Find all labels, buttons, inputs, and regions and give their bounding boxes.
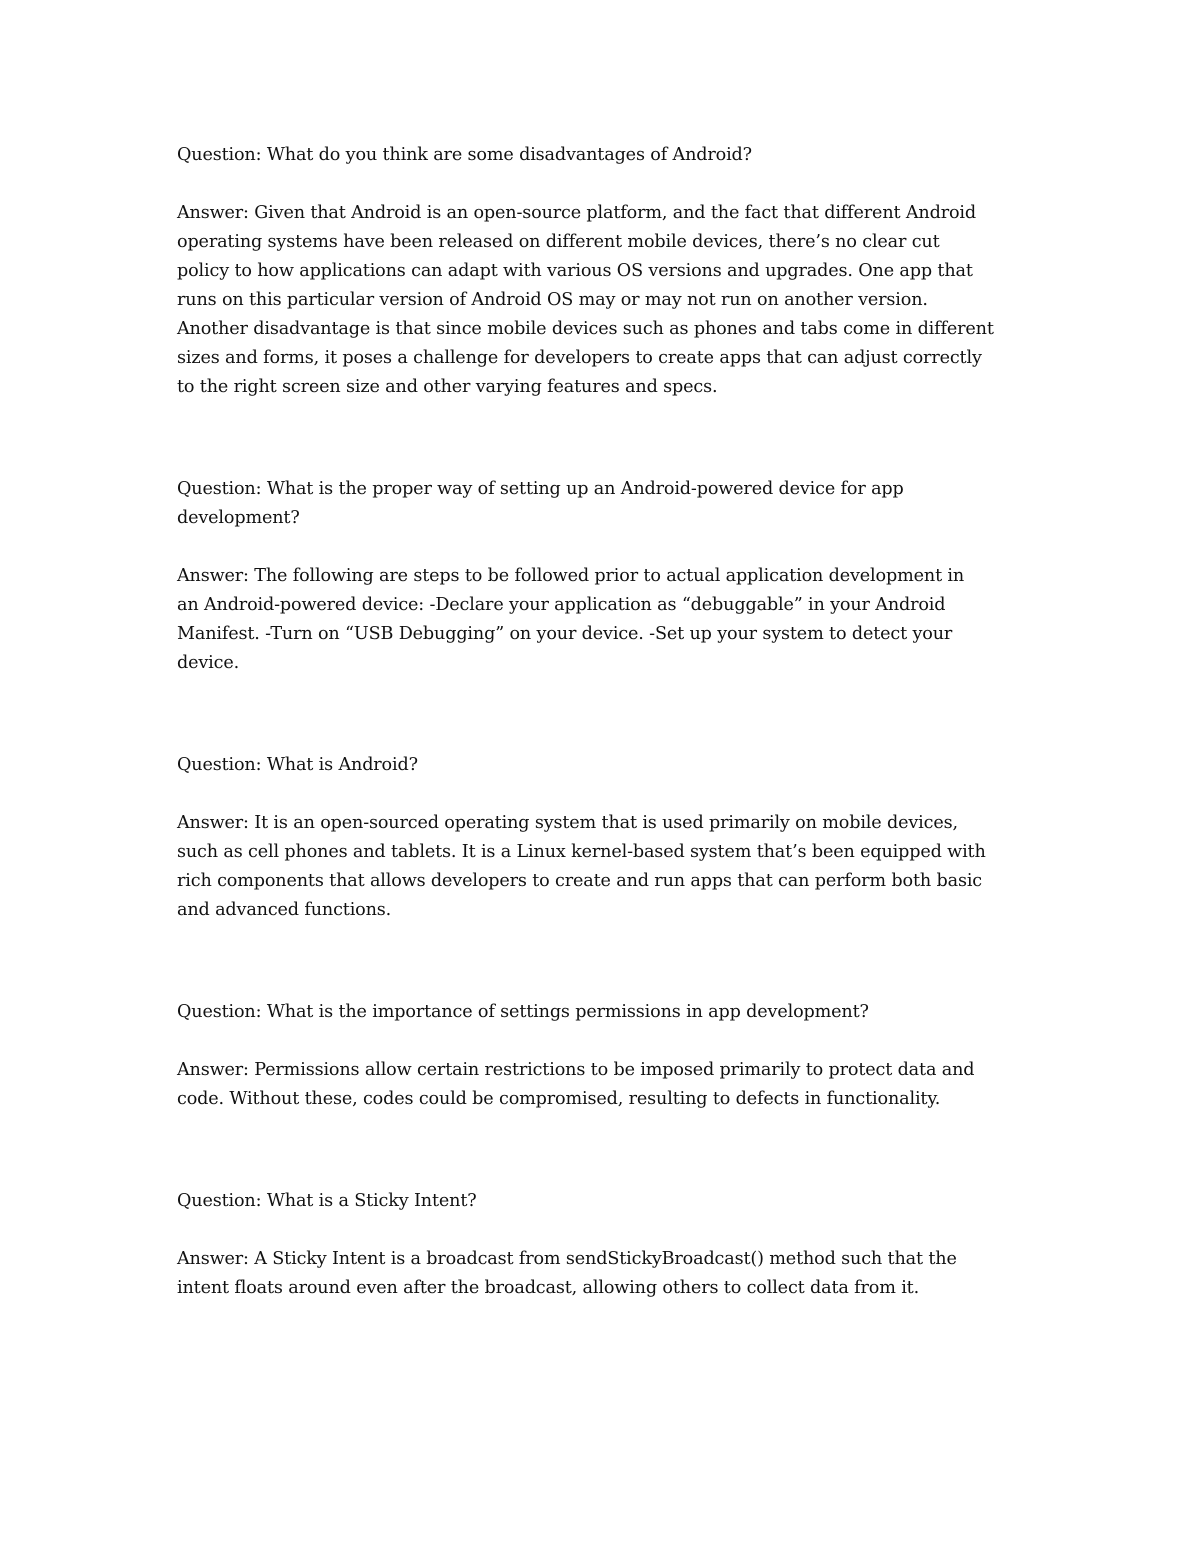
question-line: Question: What is Android? (177, 755, 418, 775)
answer-line: Manifest. -Turn on “USB Debugging” on your device. -Set up your system to detect your (177, 624, 953, 644)
answer-text (177, 199, 1027, 402)
answer-text (177, 809, 1027, 925)
question-line: Question: What is the importance of settings permissions in app development? (177, 1002, 869, 1022)
question-text (177, 141, 1027, 170)
question-text (177, 1187, 1027, 1216)
answer-line: operating systems have been released on different mobile devices, there’s no clear cut (177, 232, 940, 252)
qa-item-permissions (177, 998, 1027, 1114)
question-line: development? (177, 508, 300, 528)
question-line: Question: What is the proper way of setting up an Android-powered device for app (177, 479, 904, 499)
question-text (177, 998, 1027, 1027)
answer-line: Answer: A Sticky Intent is a broadcast from sendStickyBroadcast() method such that the (177, 1249, 957, 1269)
qa-item-device-setup (177, 475, 1027, 678)
qa-item-sticky-intent (177, 1187, 1027, 1303)
question-line: Question: What do you think are some disadvantages of Android? (177, 145, 752, 165)
answer-line: Answer: It is an open-sourced operating system that is used primarily on mobile devices, (177, 813, 958, 833)
answer-line: such as cell phones and tablets. It is a Linux kernel-based system that’s been equipped with (177, 842, 986, 862)
answer-line: Another disadvantage is that since mobile devices such as phones and tabs come in different (177, 319, 994, 339)
answer-line: an Android-powered device: -Declare your application as “debuggable” in your Android (177, 595, 946, 615)
answer-line: Answer: Given that Android is an open-source platform, and the fact that different Android (177, 203, 977, 223)
qa-item-android-disadvantages (177, 141, 1027, 402)
answer-line: Answer: The following are steps to be followed prior to actual application development in (177, 566, 965, 586)
answer-text (177, 562, 1027, 678)
answer-text (177, 1245, 1027, 1303)
answer-line: intent floats around even after the broadcast, allowing others to collect data from it. (177, 1278, 920, 1298)
question-text (177, 475, 1027, 533)
section-spacer (177, 402, 1027, 475)
answer-line: policy to how applications can adapt with various OS versions and upgrades. One app that (177, 261, 973, 281)
answer-line: to the right screen size and other varying features and specs. (177, 377, 718, 397)
section-spacer (177, 678, 1027, 751)
answer-text (177, 1056, 1027, 1114)
answer-line: rich components that allows developers to create and run apps that can perform both basic (177, 871, 983, 891)
qa-item-what-is-android (177, 751, 1027, 925)
question-line: Question: What is a Sticky Intent? (177, 1191, 477, 1211)
question-text (177, 751, 1027, 780)
answer-line: code. Without these, codes could be compromised, resulting to defects in functionality. (177, 1089, 941, 1109)
document-content (177, 141, 1027, 1303)
section-spacer (177, 1114, 1027, 1187)
answer-line: Answer: Permissions allow certain restrictions to be imposed primarily to protect data and (177, 1060, 975, 1080)
answer-line: sizes and forms, it poses a challenge for developers to create apps that can adjust correctly (177, 348, 982, 368)
section-spacer (177, 925, 1027, 998)
answer-line: and advanced functions. (177, 900, 392, 920)
answer-line: device. (177, 653, 240, 673)
answer-line: runs on this particular version of Android OS may or may not run on another version. (177, 290, 928, 310)
